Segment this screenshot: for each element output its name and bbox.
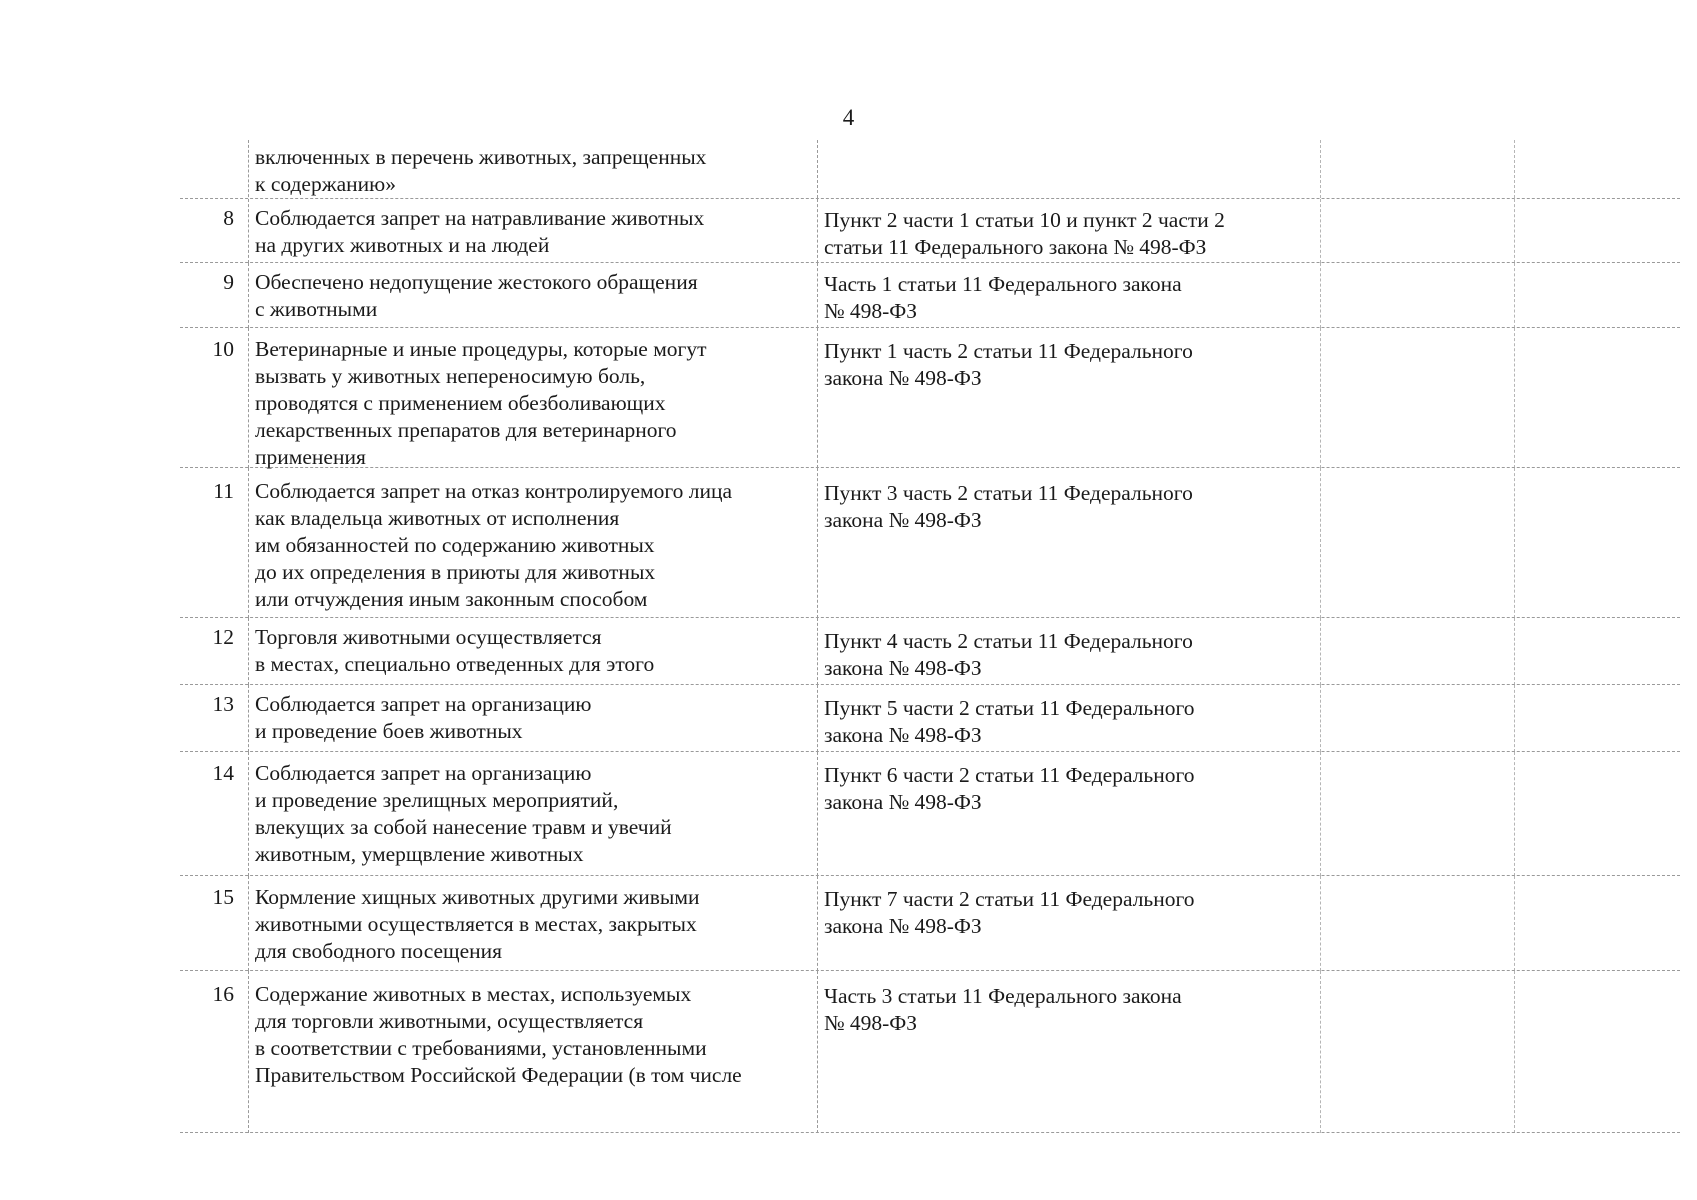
table-bottom-border [180,1132,1680,1133]
answer-cell [1320,618,1511,685]
row-number: 10 [212,337,234,361]
requirement-text: Соблюдается запрет на организацию и проведение зрелищных мероприятий, влекущих за собой нанесение травм и увечий животным, умерщвление животных [248,752,793,876]
law-reference: Пункт 2 части 1 статьи 10 и пункт 2 части 2 статьи 11 Федерального закона № 498-ФЗ [817,199,1277,263]
law-reference: Пункт 6 части 2 статьи 11 Федерального закона № 498-ФЗ [817,752,1277,876]
row-number: 13 [212,692,234,716]
answer-cell [1320,468,1511,618]
law-reference [817,140,1284,198]
note-cell [1514,199,1675,263]
note-cell [1514,618,1675,685]
row-number: 16 [212,982,234,1006]
answer-cell [1320,876,1511,971]
row-number: 15 [212,885,234,909]
note-cell [1514,263,1675,328]
page-number: 4 [842,105,855,130]
table-row [180,327,1680,468]
row-number: 8 [223,206,234,230]
note-cell [1514,971,1675,1133]
law-reference: Пункт 5 части 2 статьи 11 Федерального закона № 498-ФЗ [817,685,1277,752]
requirement-text: включенных в перечень животных, запрещенных к содержанию» [248,140,800,202]
answer-cell [1320,752,1511,876]
requirement-text: Соблюдается запрет на натравливание животных на других животных и на людей [248,199,793,263]
answer-cell [1320,140,1511,198]
note-cell [1514,752,1675,876]
law-reference: Часть 1 статьи 11 Федерального закона № 498-ФЗ [817,263,1277,328]
requirement-text: Содержание животных в местах, используемых для торговли животными, осуществляется в соответствии с требованиями, установленными Правительством Российской Федерации (в том числе [248,971,793,1133]
table-row [180,262,1680,328]
note-cell [1514,328,1675,468]
answer-cell [1320,328,1511,468]
table-row [180,970,1680,1133]
law-reference: Пункт 7 части 2 статьи 11 Федерального закона № 498-ФЗ [817,876,1277,971]
answer-cell [1320,971,1511,1133]
row-number [180,140,234,198]
answer-cell [1320,685,1511,752]
note-cell [1514,876,1675,971]
table-row [180,140,1680,198]
law-reference: Часть 3 статьи 11 Федерального закона № 498-ФЗ [817,971,1277,1133]
row-number: 9 [223,270,234,294]
requirement-text: Соблюдается запрет на отказ контролируемого лица как владельца животных от исполнения им обязанностей по содержанию животных до их определения в приюты для животных или отчуждения иным законным способом [248,468,793,618]
table-row [180,617,1680,685]
row-number: 14 [212,761,234,785]
table-row [180,875,1680,971]
note-cell [1514,685,1675,752]
law-reference: Пункт 4 часть 2 статьи 11 Федерального закона № 498-ФЗ [817,618,1277,685]
requirement-text: Торговля животными осуществляется в местах, специально отведенных для этого [248,618,793,685]
requirement-text: Обеспечено недопущение жестокого обращения с животными [248,263,793,328]
table-row [180,467,1680,618]
law-reference: Пункт 3 часть 2 статьи 11 Федерального закона № 498-ФЗ [817,468,1277,618]
answer-cell [1320,263,1511,328]
note-cell [1514,468,1675,618]
law-reference: Пункт 1 часть 2 статьи 11 Федерального закона № 498-ФЗ [817,328,1277,468]
requirement-text: Ветеринарные и иные процедуры, которые могут вызвать у животных непереносимую боль, проводятся с применением обезболивающих лекарственных препаратов для ветеринарного применения [248,328,793,468]
answer-cell [1320,199,1511,263]
table-row [180,198,1680,263]
note-cell [1514,140,1675,198]
requirement-text: Соблюдается запрет на организацию и проведение боев животных [248,685,793,752]
row-number: 12 [212,625,234,649]
requirement-text: Кормление хищных животных другими живыми животными осуществляется в местах, закрытых для свободного посещения [248,876,793,971]
table-row [180,684,1680,752]
table-row [180,751,1680,876]
row-number: 11 [213,479,234,503]
